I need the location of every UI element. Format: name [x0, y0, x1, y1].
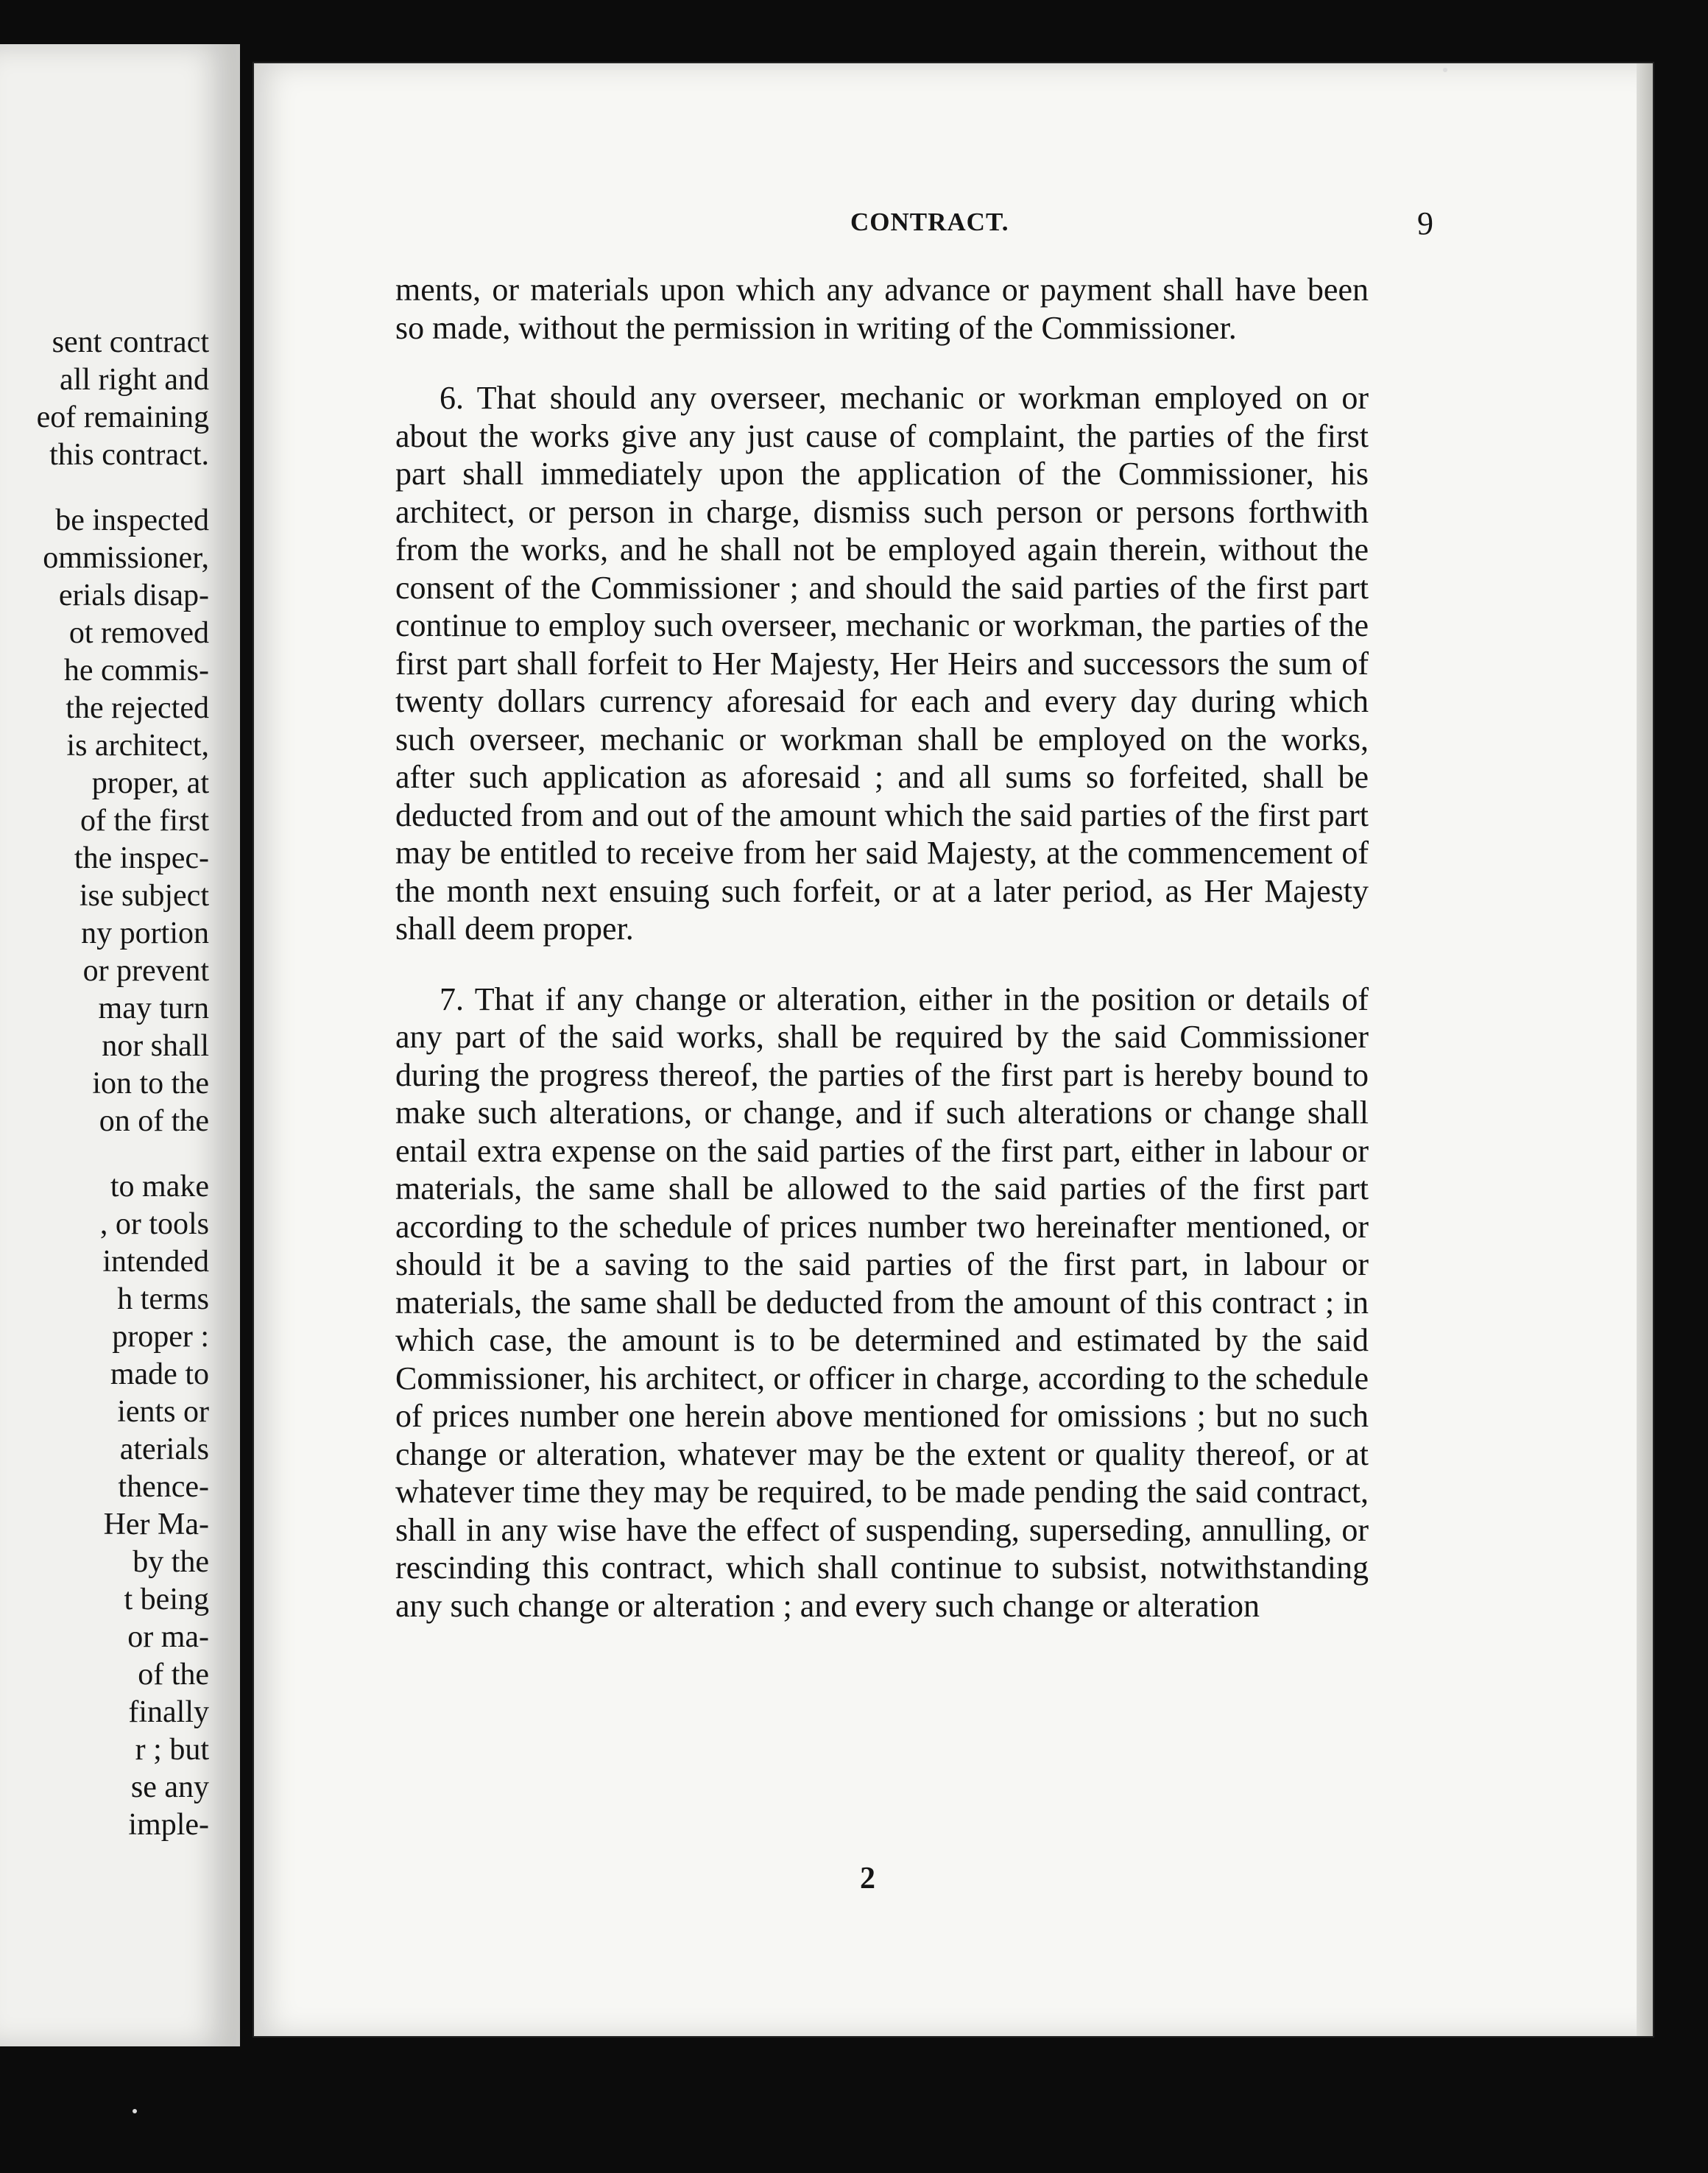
running-head: CONTRACT.	[850, 208, 1009, 236]
previous-page-line: thence-	[118, 1470, 209, 1504]
previous-page-line: t being	[124, 1583, 209, 1616]
previous-page-line: aterials	[119, 1432, 209, 1466]
previous-page-line: h terms	[117, 1282, 209, 1316]
paragraph-gap	[0, 1140, 209, 1168]
previous-page-line: on of the	[99, 1104, 209, 1138]
previous-page-line: he commis-	[63, 654, 209, 688]
previous-page-line: all right and	[60, 363, 209, 397]
previous-page-line: erials disap-	[58, 579, 209, 612]
previous-page-line: eof remaining	[36, 400, 209, 434]
previous-page-line: or ma-	[127, 1620, 209, 1654]
paragraph-gap	[0, 474, 209, 502]
previous-page	[0, 44, 240, 2046]
previous-page-line: ommissioner,	[43, 541, 209, 575]
previous-page-line: to make	[110, 1170, 209, 1204]
previous-page-line: of the first	[80, 804, 209, 838]
previous-page-line: may turn	[98, 992, 209, 1025]
previous-page-line: finally	[128, 1695, 209, 1729]
previous-page-line: ot removed	[68, 616, 209, 650]
paragraph-6: 6. That should any overseer, mechanic or workman employed on or about the works give any just cause of complaint, the parties of the first part shall immediately upon the application of the Commissioner, his architect, or person in charge, dismiss such person or persons forthwith from the works, and he shall not be employed again therein, without the consent of the Commissioner ; and should the said parties of the first part continue to employ such overseer, mechanic or workman, the parties of the first part shall forfeit to Her Majesty, Her Heirs and successors the sum of twenty dollars currency aforesaid for each and every day during which such overseer, mechanic or workman shall be employed on the works, after such application as aforesaid ; and all sums so forfeited, shall be deducted from and out of the amount which the said parties of the first part may be entitled to receive from her said Majesty, at the commencement of the month next ensuing such forfeit, or at a later period, as Her Majesty shall deem proper.	[395, 380, 1369, 947]
dust-speck	[1443, 68, 1447, 72]
dust-speck	[133, 2109, 137, 2113]
previous-page-line: imple-	[128, 1808, 209, 1842]
previous-page-line: made to	[110, 1357, 209, 1391]
previous-page-line: , or tools	[99, 1207, 209, 1241]
page-header	[254, 205, 1653, 252]
previous-page-line: proper :	[112, 1320, 209, 1354]
page-edge	[1637, 63, 1653, 2036]
previous-page-line: the inspec-	[74, 841, 209, 875]
previous-page-line: be inspected	[55, 504, 209, 537]
previous-page-text	[0, 324, 209, 1844]
previous-page-line: ients or	[117, 1395, 209, 1429]
previous-page-line: or prevent	[82, 954, 209, 988]
previous-page-line: this contract.	[49, 438, 209, 472]
previous-page-line: proper, at	[91, 766, 209, 800]
previous-page-line: intended	[102, 1245, 209, 1279]
previous-page-line: ion to the	[92, 1067, 209, 1100]
previous-page-line: by the	[133, 1545, 209, 1579]
previous-page-line: se any	[130, 1770, 209, 1804]
previous-page-line: r ; but	[135, 1733, 209, 1767]
previous-page-line: sent contract	[52, 325, 209, 359]
body-text	[395, 271, 1369, 1625]
previous-page-line: ny portion	[81, 916, 209, 950]
previous-page-line: ise subject	[79, 879, 209, 913]
previous-page-line: of the	[138, 1658, 209, 1692]
paragraph-continuation: ments, or materials upon which any advance or payment shall have been so made, without the permission in writing of the Commissioner.	[395, 272, 1369, 346]
page	[254, 63, 1653, 2036]
signature-mark: 2	[860, 1862, 875, 1895]
previous-page-line: nor shall	[102, 1029, 209, 1063]
page-number: 9	[1417, 205, 1433, 241]
previous-page-line: is architect,	[66, 729, 209, 763]
paragraph-7: 7. That if any change or alteration, either in the position or details of any part of the said works, shall be required by the said Commissioner during the progress thereof, the parties of the first part is hereby bound to make such alterations, or change, and if such alterations or change shall entail extra expense on the said parties of the first part, either in labour or materials, the same shall be allowed to the said parties of the first part according to the schedule of prices number two hereinafter mentioned, or should it be a saving to the said parties of the first part, in labour or materials, the same shall be deducted from the amount of this contract ; in which case, the amount is to be determined and estimated by the said Commissioner, his architect, or officer in charge, according to the schedule of prices number one herein above mentioned for omissions ; but no such change or alteration, whatever may be the extent or quality thereof, or at whatever time they may be required, to be made pending the said contract, shall in any wise have the effect of suspending, superseding, annulling, or rescinding this contract, which shall continue to subsist, notwithstanding any such change or alteration ; and every such change or alteration	[395, 981, 1369, 1624]
previous-page-line: Her Ma-	[103, 1508, 209, 1541]
previous-page-line: the rejected	[66, 691, 209, 725]
